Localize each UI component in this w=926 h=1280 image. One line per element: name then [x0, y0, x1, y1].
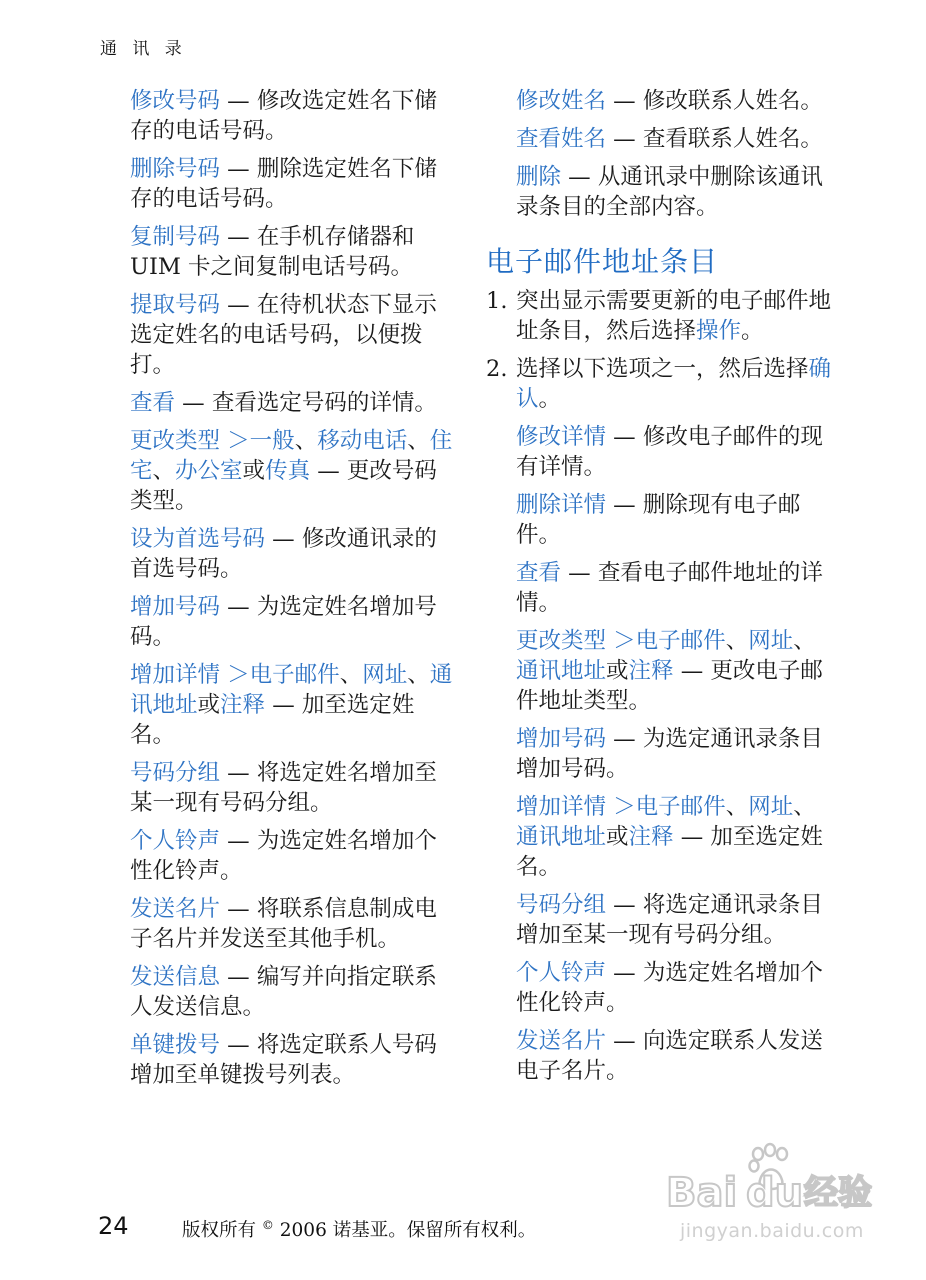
separator: 或: [242, 458, 266, 484]
option-term: 个人铃声: [130, 828, 221, 854]
option-entry: [130, 758, 455, 818]
step-item: [486, 286, 836, 346]
separator: 、: [152, 458, 176, 484]
option-desc: — 为选定姓名增加号码。: [130, 594, 437, 650]
copyright-prefix: 版权所有: [182, 1220, 262, 1241]
option-term: 发送信息: [130, 964, 221, 990]
step-end: 。: [538, 386, 562, 412]
step-link: 操作: [696, 318, 742, 344]
option-term: 号码分组: [516, 892, 607, 918]
option-desc: — 将选定通讯录条目增加至某一现有号码分组。: [516, 892, 823, 948]
option-term: 修改姓名: [516, 88, 607, 114]
option-desc: — 在手机存储器和 UIM 卡之间复制电话号码。: [130, 224, 415, 280]
option-desc: — 向选定联系人发送电子名片。: [516, 1028, 823, 1084]
option-term: 单键拨号: [130, 1032, 221, 1058]
baidu-watermark: [664, 1140, 894, 1260]
step-text: 选择以下选项之一，然后选择: [516, 356, 809, 382]
option-term: 删除: [516, 164, 562, 190]
option-desc: — 修改选定姓名下储存的电话号码。: [130, 88, 437, 144]
option-desc: — 查看联系人姓名。: [606, 126, 823, 152]
separator: 、: [793, 794, 816, 820]
sub-option: 办公室: [175, 458, 243, 484]
option-entry: [516, 626, 836, 716]
option-entry: [130, 962, 455, 1022]
step-item: [486, 354, 836, 414]
option-term: 增加详情: [516, 794, 607, 820]
svg-text:du: du: [746, 1170, 804, 1216]
option-desc: — 更改号码类型。: [130, 458, 437, 514]
separator: 、: [407, 428, 430, 454]
copyright-text: 2006 诺基亚。保留所有权利。: [273, 1220, 537, 1241]
separator: 、: [294, 428, 318, 454]
option-desc: — 将选定联系人号码增加至单键拨号列表。: [130, 1032, 437, 1088]
copyright-notice: [182, 1216, 536, 1242]
option-term: 查看: [516, 560, 562, 586]
option-entry: [516, 890, 836, 950]
option-term: 查看: [130, 390, 176, 416]
section-header: 通 讯 录: [100, 39, 187, 59]
option-desc: — 加至选定姓名。: [130, 692, 415, 748]
option-entry: [516, 792, 836, 882]
option-entry: [130, 388, 455, 418]
option-desc: — 加至选定姓名。: [516, 824, 823, 880]
option-entry: [130, 86, 455, 146]
option-entry: [130, 660, 455, 750]
step-text-wrap: [516, 286, 836, 346]
step-number: 2.: [486, 356, 508, 382]
separator: 、: [793, 628, 816, 654]
option-term: 号码分组: [130, 760, 221, 786]
separator: 或: [606, 824, 629, 850]
separator: 、: [725, 794, 749, 820]
submenu-arrow: ＞: [220, 428, 250, 454]
copyright-symbol: ©: [261, 1217, 274, 1232]
submenu-arrow: ＞: [606, 794, 636, 820]
option-term: 删除详情: [516, 492, 607, 518]
option-desc: — 为选定姓名增加个性化铃声。: [516, 960, 823, 1016]
step-text-wrap: [516, 354, 836, 414]
sub-option: 电子邮件: [249, 662, 340, 688]
sub-option: 网址: [748, 794, 794, 820]
step-end: 。: [741, 318, 764, 344]
option-term: 发送名片: [130, 896, 221, 922]
option-desc: — 为选定通讯录条目增加号码。: [516, 726, 823, 782]
step-text: 突出显示需要更新的电子邮件地址条目，然后选择: [516, 288, 832, 344]
option-term: 个人铃声: [516, 960, 607, 986]
separator: 、: [725, 628, 749, 654]
option-entry: [130, 154, 455, 214]
option-desc: — 从通讯录中删除该通讯录条目的全部内容。: [516, 164, 823, 220]
option-term: 删除号码: [130, 156, 221, 182]
option-desc: — 为选定姓名增加个性化铃声。: [130, 828, 437, 884]
watermark-url: jingyan.baidu.com: [680, 1220, 864, 1242]
sub-option: 注释: [628, 658, 674, 684]
option-term: 增加号码: [516, 726, 607, 752]
option-entry: [516, 86, 836, 116]
sub-option: 注释: [628, 824, 674, 850]
section-title: 电子邮件地址条目: [486, 245, 719, 278]
separator: 、: [407, 662, 430, 688]
option-entry: [130, 894, 455, 954]
option-desc: — 修改电子邮件的现有详情。: [516, 424, 823, 480]
option-entry: [130, 426, 455, 516]
option-term: 增加号码: [130, 594, 221, 620]
option-desc: — 将联系信息制成电子名片并发送至其他手机。: [130, 896, 437, 952]
option-desc: — 编写并向指定联系人发送信息。: [130, 964, 437, 1020]
separator: 或: [197, 692, 221, 718]
submenu-arrow: ＞: [220, 662, 250, 688]
option-entry: [130, 592, 455, 652]
separator: 、: [339, 662, 363, 688]
step-number: 1.: [486, 288, 508, 314]
option-term: 查看姓名: [516, 126, 607, 152]
option-entry: [516, 1026, 836, 1086]
separator: 或: [606, 658, 629, 684]
option-entry: [516, 724, 836, 784]
option-entry: [516, 162, 836, 222]
option-entry: [516, 958, 836, 1018]
option-term: 修改号码: [130, 88, 221, 114]
option-entry: [516, 124, 836, 154]
sub-option: 传真: [265, 458, 311, 484]
sub-option: 通讯地址: [516, 824, 607, 850]
svg-text:Bai: Bai: [666, 1170, 738, 1216]
option-entry: [516, 422, 836, 482]
option-desc: — 将选定姓名增加至某一现有号码分组。: [130, 760, 437, 816]
left-column: [130, 86, 455, 1098]
option-desc: — 删除现有电子邮件。: [516, 492, 801, 548]
option-entry: [130, 1030, 455, 1090]
option-term: 修改详情: [516, 424, 607, 450]
option-entry: [130, 826, 455, 886]
option-desc: — 修改通讯录的首选号码。: [130, 526, 437, 582]
option-desc: — 修改联系人姓名。: [606, 88, 823, 114]
step-link: 确认: [516, 356, 832, 412]
option-term: 增加详情: [130, 662, 221, 688]
option-desc: — 删除选定姓名下储存的电话号码。: [130, 156, 437, 212]
sub-option: 一般: [249, 428, 295, 454]
sub-option: 移动电话: [317, 428, 408, 454]
sub-option: 住宅: [130, 428, 453, 484]
option-desc: — 查看电子邮件地址的详情。: [516, 560, 823, 616]
option-term: 复制号码: [130, 224, 221, 250]
sub-option: 电子邮件: [635, 794, 726, 820]
baidu-paw-logo-icon: [664, 1140, 894, 1220]
option-term: 提取号码: [130, 292, 221, 318]
page-number: 24: [98, 1212, 129, 1240]
sub-option: 网址: [748, 628, 794, 654]
submenu-arrow: ＞: [606, 628, 636, 654]
option-entry: [516, 558, 836, 618]
sub-option: 通讯地址: [130, 662, 453, 718]
sub-option: 电子邮件: [635, 628, 726, 654]
sub-option: 注释: [220, 692, 266, 718]
option-term: 更改类型: [130, 428, 221, 454]
sub-option: 通讯地址: [516, 658, 607, 684]
option-desc: — 在待机状态下显示选定姓名的电话号码，以便拨打。: [130, 292, 437, 378]
option-desc: — 查看选定号码的详情。: [175, 390, 437, 416]
option-entry: [516, 490, 836, 550]
option-term: 设为首选号码: [130, 526, 266, 552]
option-term: 更改类型: [516, 628, 607, 654]
option-term: 发送名片: [516, 1028, 607, 1054]
svg-text:经验: 经验: [804, 1173, 872, 1213]
option-desc: — 更改电子邮件地址类型。: [516, 658, 823, 714]
right-column: [486, 86, 836, 1094]
option-entry: [130, 524, 455, 584]
option-entry: [130, 222, 455, 282]
sub-option: 网址: [362, 662, 408, 688]
option-entry: [130, 290, 455, 380]
